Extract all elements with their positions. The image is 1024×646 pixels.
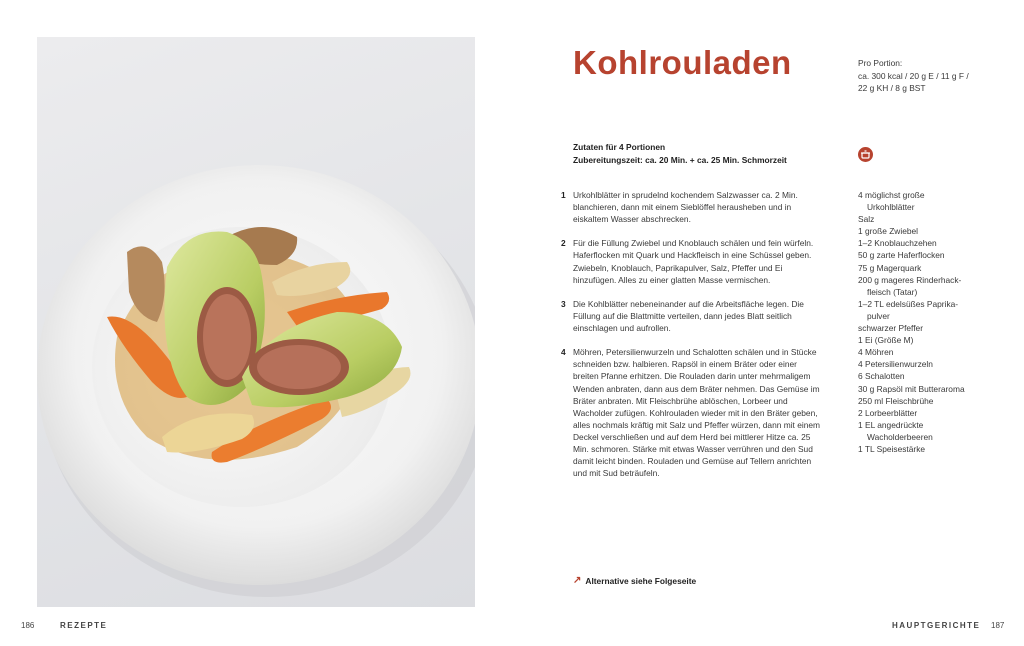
arrow-up-right-icon: ↗ xyxy=(573,575,582,586)
ingredient-text: 1–2 TL edelsüßes Paprika- xyxy=(858,298,959,309)
ingredient-list xyxy=(858,189,988,455)
step-number: 4 xyxy=(561,347,566,358)
ingredient-item xyxy=(858,213,988,225)
left-page-number: 186 xyxy=(21,621,35,630)
ingredient-text: Salz xyxy=(858,214,875,225)
right-running-head: HAUPTGERICHTE xyxy=(892,621,981,630)
ingredient-item xyxy=(858,358,988,370)
ingredient-text-cont: pulver xyxy=(867,310,890,321)
ingredient-item xyxy=(858,334,988,346)
step-text: Die Kohlblätter nebeneinander auf die Arbeitsfläche legen. Die Füllung auf die Blattmitte verteilen, dann jedes Blatt seitlich einschlagen und aufrollen. xyxy=(573,298,804,334)
ingredient-text: 1 große Zwiebel xyxy=(858,226,919,237)
step xyxy=(561,189,823,225)
nutrition-line-3: 22 g KH / 8 g BST xyxy=(858,83,926,93)
ingredient-text: 1 TL Speisestärke xyxy=(858,443,926,454)
ingredient-text: 30 g Rapsöl mit Butteraroma xyxy=(858,383,965,394)
right-page-number: 187 xyxy=(991,621,1005,630)
step xyxy=(561,237,823,285)
step-number: 1 xyxy=(561,190,566,200)
ingredient-text: schwarzer Pfeffer xyxy=(858,323,924,334)
ingredient-text: 4 Petersilienwurzeln xyxy=(858,359,933,370)
step-text: Möhren, Petersilienwurzeln und Schalotten schälen und in Stücke schneiden bzw. halbieren. Rapsöl in einem Bräter oder einer breiten Pfanne erhitzen. Die Rouladen darin unter mehrmaligem Wenden anbraten, dann aus dem Bräter nehmen. Das Gemüse im Bräter anbraten. Mit Fleischbrühe ablöschen, Lorbeer und Wacholder zufügen. Kohlrouladen wieder mit in den Bräter geben, alles nochmals kräftig mit Salz und Pfeffer würzen, dann mit einem Deckel verschließen und auf dem Herd bei mittlerer Hitze ca. 25 Min. schmoren. Stärke mit etwas Wasser verrühren und den Sud damit leicht binden. Rouladen und Gemüse auf Tellern anrichten und mit Sud beträufeln. xyxy=(573,347,821,479)
step-number: 3 xyxy=(561,298,566,309)
ingredient-text: 6 Schalotten xyxy=(858,371,905,382)
step xyxy=(561,298,823,334)
ingredient-text: 250 ml Fleischbrühe xyxy=(858,395,934,406)
pot-icon xyxy=(858,147,873,162)
step-number: 2 xyxy=(561,238,566,249)
ingredient-text: 4 Möhren xyxy=(858,347,894,358)
ingredient-item xyxy=(858,346,988,358)
ingredient-text: 1 EL angedrückte xyxy=(858,419,924,430)
cabbage-rolls-plate-illustration xyxy=(37,37,475,607)
ingredient-item xyxy=(858,189,988,213)
recipe-intro xyxy=(573,141,787,166)
ingredient-text: 200 g mageres Rinderhack- xyxy=(858,274,962,285)
servings: Zutaten für 4 Portionen xyxy=(573,142,666,152)
ingredient-item xyxy=(858,274,988,298)
ingredient-item xyxy=(858,443,988,455)
prep-time: Zubereitungszeit: ca. 20 Min. + ca. 25 Min. Schmorzeit xyxy=(573,154,787,165)
step-text: Für die Füllung Zwiebel und Knoblauch schälen und fein würfeln. Haferflocken mit Quark und Hackfleisch in eine Schüssel geben. Zwiebeln, Knoblauch, Paprikapulver, Salz, Pfeffer und Ei hinzufügen. Alles zu einer glatten Masse vermischen. xyxy=(573,238,814,285)
left-running-head: REZEPTE xyxy=(60,621,108,630)
ingredient-item xyxy=(858,322,988,334)
alternative-text: Alternative siehe Folgeseite xyxy=(585,575,697,586)
ingredient-text: 1 Ei (Größe M) xyxy=(858,335,914,346)
ingredient-text: 2 Lorbeerblätter xyxy=(858,407,918,418)
ingredient-text-cont: fleisch (Tatar) xyxy=(867,286,918,297)
ingredient-item xyxy=(858,383,988,395)
ingredient-item xyxy=(858,370,988,382)
dish-photo xyxy=(37,37,475,607)
ingredient-text-cont: Urkohlblätter xyxy=(867,202,915,213)
ingredient-item xyxy=(858,395,988,407)
nutrition-line-1: Pro Portion: xyxy=(858,58,903,68)
ingredient-text: 50 g zarte Haferflocken xyxy=(858,250,945,261)
ingredient-item xyxy=(858,262,988,274)
preparation-steps xyxy=(561,189,823,491)
ingredient-text: 75 g Magerquark xyxy=(858,262,922,273)
nutrition-info xyxy=(858,57,988,95)
ingredient-item xyxy=(858,249,988,261)
ingredient-item xyxy=(858,298,988,322)
ingredient-text: 4 möglichst große xyxy=(858,190,925,200)
recipe-title: Kohlrouladen xyxy=(573,44,792,81)
alternative-link[interactable] xyxy=(573,575,696,586)
ingredient-item xyxy=(858,225,988,237)
ingredient-item xyxy=(858,419,988,443)
ingredient-item xyxy=(858,237,988,249)
ingredient-text: 1–2 Knoblauchzehen xyxy=(858,238,937,249)
nutrition-line-2: ca. 300 kcal / 20 g E / 11 g F / xyxy=(858,70,969,81)
step xyxy=(561,346,823,479)
ingredient-text-cont: Wacholderbeeren xyxy=(867,431,933,442)
ingredient-item xyxy=(858,407,988,419)
step-text: Urkohlblätter in sprudelnd kochendem Salzwasser ca. 2 Min. blanchieren, dann mit einem Sieblöffel herausheben und in eiskaltem Wasser abschrecken. xyxy=(573,190,798,225)
